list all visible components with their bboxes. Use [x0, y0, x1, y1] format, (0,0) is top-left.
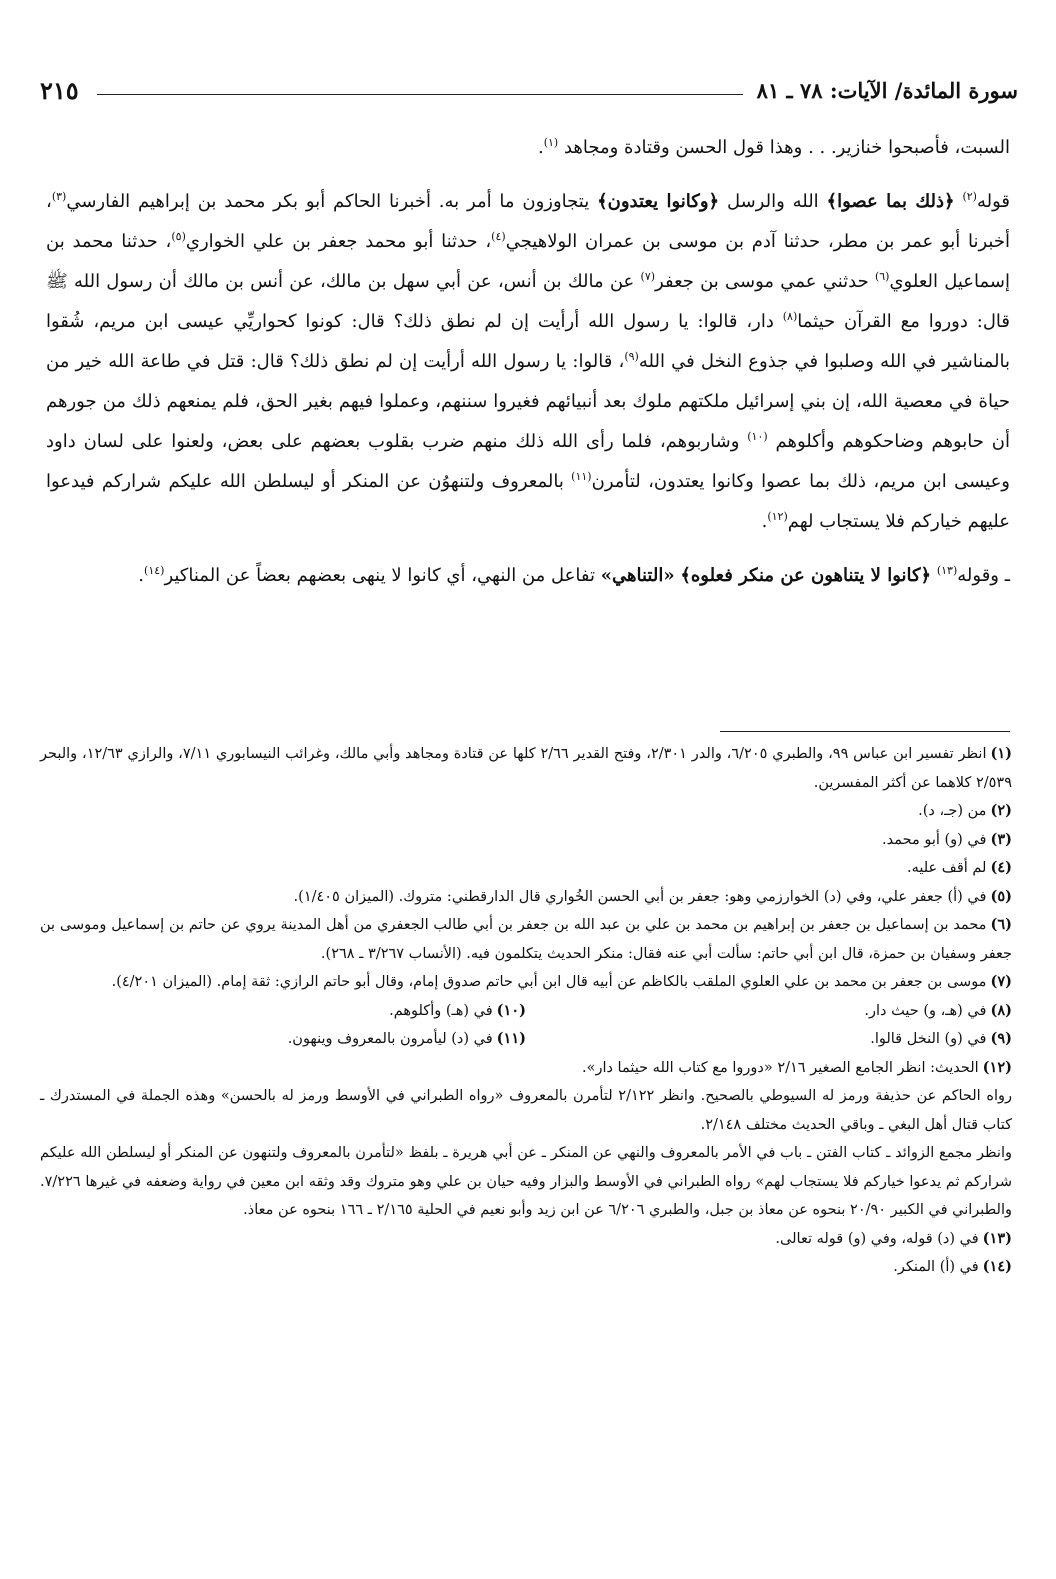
- footnote-separator: [720, 731, 1010, 732]
- footnote-4: [40, 854, 1012, 883]
- page-number: ٢١٥: [40, 75, 79, 105]
- footnotes-8-10-row: [40, 997, 1012, 1026]
- footnote-ref-4: (٤): [491, 230, 506, 243]
- footnote-2-text: من (جـ، د).: [918, 803, 987, 819]
- footnote-7-number: (٧): [990, 973, 1012, 990]
- footnote-12: [40, 1054, 1012, 1083]
- footnote-12-text-a: الحديث: انظر الجامع الصغير ٢/١٦ «دوروا مع كتاب الله حيثما دار».: [581, 1059, 979, 1076]
- footnote-1-number: (١): [990, 745, 1013, 762]
- p2-text-j: ، قالوا: يا رسول الله أرأيت إن لم نطق ذلك؟ قال: قتل في طاعة الله خير من حياة في معصية الله، إن بني إسرائيل ملكتهم ملوك بعد أنبيائهم فغيروا سننهم، وعملوا فيهم بغير الحق، فلم يمنعهم ذلك من جورهم أن حابوهم وضاحكوهم وأكلوهم: [46, 351, 1010, 452]
- main-text: [46, 128, 1010, 610]
- quran-quote-1: ﴿ذلك بما عصوا﴾: [826, 191, 955, 212]
- footnote-13: [40, 1225, 1012, 1254]
- footnotes: [40, 740, 1012, 1282]
- p2-text-h: عن مالك بن أنس، عن أبي سهل بن مالك، عن أنس بن مالك أن رسول الله ﷺ قال: دوروا مع القرآن حيثما: [46, 271, 1010, 332]
- footnote-ref-1: (١): [543, 136, 559, 149]
- footnote-3-text: في (و) أبو محمد.: [882, 831, 987, 848]
- footnote-10-text: في (هـ) وأكلوهم.: [389, 1002, 493, 1019]
- header-rule: [97, 94, 743, 95]
- p2-text-f: ، حدثنا محمد بن إسماعيل العلوي: [46, 231, 1010, 292]
- footnote-9: [526, 1025, 1012, 1054]
- footnote-4-text: لم أقف عليه.: [906, 860, 987, 876]
- footnote-14-number: (١٤): [982, 1258, 1012, 1275]
- footnote-ref-9: (٩): [624, 350, 639, 363]
- footnote-12-continuation-1: رواه الحاكم عن حذيفة ورمز له السيوطي بالصحيح. وانظر ٢/١٢٢ لتأمرن بالمعروف «رواه الطبراني في الأوسط ورمز له بالحسن» وهذه الجملة في المستدرك ـ كتاب قتال أهل البغي ـ وباقي الحديث مختلف ٢/١٤٨.: [40, 1088, 1012, 1133]
- footnote-1: [40, 740, 1012, 797]
- footnote-8-number: (٨): [990, 1001, 1012, 1019]
- p2-text-l: بالمعروف ولتنهوُن عن المنكر أو ليسلطن الله عليكم شراركم فيدعوا عليهم خياركم فلا يستجاب لهم: [46, 471, 1010, 532]
- footnote-4-number: (٤): [990, 859, 1012, 876]
- footnote-6-number: (٦): [990, 916, 1012, 933]
- footnote-ref-8: (٨): [782, 310, 798, 323]
- footnote-ref-12: (١٢): [767, 510, 788, 523]
- footnote-5: [40, 883, 1012, 912]
- footnote-13-number: (١٣): [982, 1229, 1012, 1247]
- footnote-ref-5: (٥): [171, 230, 186, 243]
- footnote-ref-13: (١٣): [936, 564, 958, 577]
- footnote-12-number: (١٢): [982, 1058, 1012, 1076]
- p3-text-a: ـ وقوله: [957, 565, 1010, 586]
- footnote-7: [40, 968, 1012, 997]
- p2-text-e: ، حدثنا أبو محمد جعفر بن علي الخواري: [185, 231, 492, 252]
- footnote-6-text: محمد بن إسماعيل بن جعفر بن إبراهيم بن محمد بن علي بن عبد الله بن جعفر بن أبي طالب الجعفري من أهل المدينة يروي عن حاتم بن إسماعيل وموسى بن جعفر وسفيان بن حمزة، قال ابن أبي حاتم: سألت أبي عنه فقال: منكر الحديث يتكلمون فيه. (الأنساب ٣/٢٦٧ ـ ٢٦٨).: [40, 917, 1012, 962]
- footnote-ref-11: (١١): [571, 470, 592, 483]
- footnote-5-text: في (أ) جعفر علي، وفي (د) الخوارزمي وهو: جعفر بن أبي الحسن الخُواري قال الدارقطني: متروك. (الميزان ١/٤٠٥).: [293, 888, 987, 905]
- p2-text-b: الله والرسل: [726, 191, 819, 212]
- footnote-9-number: (٩): [990, 1030, 1012, 1047]
- paragraph-1-text: السبت، فأصبحوا خنازير. . . وهذا قول الحسن وقتادة ومجاهد: [563, 137, 1010, 158]
- footnote-8: [526, 997, 1012, 1026]
- footnote-14: [40, 1253, 1012, 1282]
- footnote-9-text: في (و) النخل قالوا.: [870, 1031, 987, 1047]
- footnote-13-text: في (د) قوله، وفي (و) قوله تعالى.: [775, 1230, 979, 1247]
- footnote-2-number: (٢): [990, 802, 1012, 819]
- p2-text-a: قوله: [976, 191, 1011, 212]
- footnote-ref-10: (١٠): [747, 430, 768, 443]
- footnote-ref-2: (٢): [962, 190, 977, 203]
- footnote-6: [40, 911, 1012, 968]
- footnote-1-text: انظر تفسير ابن عباس ٩٩، والطبري ٦/٢٠٥، والدر ٢/٣٠١، وفتح القدير ٢/٦٦ كلها عن قتادة ومجاهد وأبي مالك، وغرائب النيسابوري ٧/١١، والرازي ١٢/٦٣، والبحر ٢/٥٣٩ كلاهما عن أكثر المفسرين.: [40, 746, 1012, 791]
- paragraph-1: السبت، فأصبحوا خنازير. . . وهذا قول الحسن وقتادة ومجاهد $^{(١)}$.: [537, 136, 1010, 158]
- footnote-12-continuation-2: وانظر مجمع الزوائد ـ كتاب الفتن ـ باب في الأمر بالمعروف والنهي عن المنكر ـ عن أبي هريرة ـ بلفظ «لتأمرن بالمعروف ولتنهون عن المنكر أو ليسلطن الله عليكم شراركم ثم يدعوا خياركم فلا يستجاب لهم» رواه الطبراني في الأوسط والبزار وفيه حيان بن علي وهو متروك وقد وثقه ابن معين في رواية وضعفه في غيرها ٧/٢٢٦. والطبراني في الكبير ٢٠/٩٠ بنحوه عن معاذ بن جبل، والطبري ٦/٢٠٦ عن ابن زيد وأبو نعيم في الحلية ٢/١٦٥ ـ ١٦٦ بنحوه عن معاذ.: [40, 1145, 1012, 1218]
- footnote-2: [40, 797, 1012, 826]
- p2-text-c: يتجاوزون ما أمر به. أخبرنا الحاكم أبو بكر محمد بن إبراهيم الفارسي: [66, 191, 590, 212]
- p2-text-k: وشاربوهم، فلما رأى الله ذلك منهم ضرب بقلوب بعضهم على بعض، ولعنوا على لسان داود وعيسى ابن مريم، ذلك بما عصوا وكانوا يعتدون، لتأمرن: [46, 431, 1010, 492]
- footnote-ref-14: (١٤): [144, 564, 165, 577]
- running-header: [40, 70, 1018, 110]
- footnote-11: [40, 1025, 526, 1054]
- term-tanahi: «التناهي»: [600, 565, 675, 586]
- footnote-11-text: في (د) ليأمرون بالمعروف وينهون.: [287, 1031, 493, 1047]
- quran-quote-3: ﴿كانوا لا يتناهون عن منكر فعلوه﴾: [680, 565, 932, 586]
- p2-text-g: حدثني عمي موسى بن جعفر: [655, 271, 869, 292]
- p2-text-d: ، أخبرنا أبو عمر بن مطر، حدثنا آدم بن موسى بن عمران الولاهيجي: [46, 191, 1010, 252]
- footnote-ref-6: (٦): [874, 270, 890, 283]
- footnote-ref-7: (٧): [640, 270, 656, 283]
- footnote-3-number: (٣): [990, 830, 1012, 848]
- footnote-14-text: في (أ) المنكر.: [893, 1259, 979, 1275]
- footnote-10-number: (١٠): [496, 1001, 526, 1019]
- footnote-5-number: (٥): [990, 887, 1012, 905]
- footnote-ref-3: (٣): [51, 190, 67, 203]
- footnote-10: [40, 997, 526, 1026]
- paragraph-2: قوله$^{(٢)}$ ﴿ذلك بما عصوا﴾ الله والرسل ﴿وكانوا يعتدون﴾ يتجاوزون ما أمر به. أخبرنا الحاكم أبو بكر محمد بن إبراهيم الفارسي$^{(٣)}$، أخبرنا أبو عمر بن مطر، حدثنا آدم بن موسى بن عمران الولاهيجي$^{(٤)}$، حدثنا أبو محمد جعفر بن علي الخواري$^{(٥)}$، حدثنا محمد بن إسماعيل العلوي$^{(٦)}$ حدثني عمي موسى بن جعفر$^{(٧)}$ عن مالك بن أنس، عن أبي سهل بن مالك، عن أنس بن مالك أن رسول الله ﷺ قال: دوروا مع القرآن حيثما$^{(٨)}$ دار، قالوا: يا رسول الله أرأيت إن لم نطق ذلك؟ قال: كونوا كحواريِّي عيسى ابن مريم، شُقوا بالمناشير في الله وصلبوا في جذوع النخل في الله$^{(٩)}$، قالوا: يا رسول الله أرأيت إن لم نطق ذلك؟ قال: قتل في طاعة الله خير من حياة في معصية الله، إن بني إسرائيل ملكتهم ملوك بعد أنبيائهم فغيروا سننهم، وعملوا فيهم بغير الحق، فلم يمنعهم ذلك من جورهم أن حابوهم وضاحكوهم وأكلوهم $^{(١٠)}$ وشاربوهم، فلما رأى الله ذلك منهم ضرب بقلوب بعضهم على بعض، ولعنوا على لسان داود وعيسى ابن مريم، ذلك بما عصوا وكانوا يعتدون، لتأمرن$^{(١١)}$ بالمعروف ولتنهوُن عن المنكر أو ليسلطن الله عليكم شراركم فيدعوا عليهم خياركم فلا يستجاب لهم$^{(١٢)}$.: [46, 190, 1011, 532]
- footnote-8-text: في (هـ، و) حيث دار.: [864, 1002, 987, 1019]
- footnote-11-number: (١١): [496, 1030, 526, 1047]
- footnotes-9-11-row: [40, 1025, 1012, 1054]
- p2-text-i: دار، قالوا: يا رسول الله أرأيت إن لم نطق ذلك؟ قال: كونوا كحواريِّي عيسى ابن مريم، شُقوا بالمناشير في الله وصلبوا في جذوع النخل في الله: [46, 311, 1011, 372]
- footnote-3: [40, 826, 1012, 855]
- surah-header-title: سورة المائدة/ الآيات: ٧٨ ـ ٨١: [756, 77, 1018, 103]
- quran-quote-2: ﴿وكانوا يعتدون﴾: [597, 191, 720, 212]
- paragraph-3: ـ وقوله$^{(١٣)}$ ﴿كانوا لا يتناهون عن منكر فعلوه﴾ «التناهي» تفاعل من النهي، أي كانوا لا ينهى بعضهم بعضاً عن المناكير$^{(١٤)}$.: [138, 564, 1010, 586]
- p3-text-b: تفاعل من النهي، أي كانوا لا ينهى بعضهم بعضاً عن المناكير: [164, 565, 596, 586]
- footnote-7-text: موسى بن جعفر بن محمد بن علي العلوي الملقب بالكاظم عن أبيه قال ابن أبي حاتم صدوق إمام، وقال أبو حاتم الرازي: ثقة إمام. (الميزان ٤/٢٠١).: [111, 974, 987, 990]
